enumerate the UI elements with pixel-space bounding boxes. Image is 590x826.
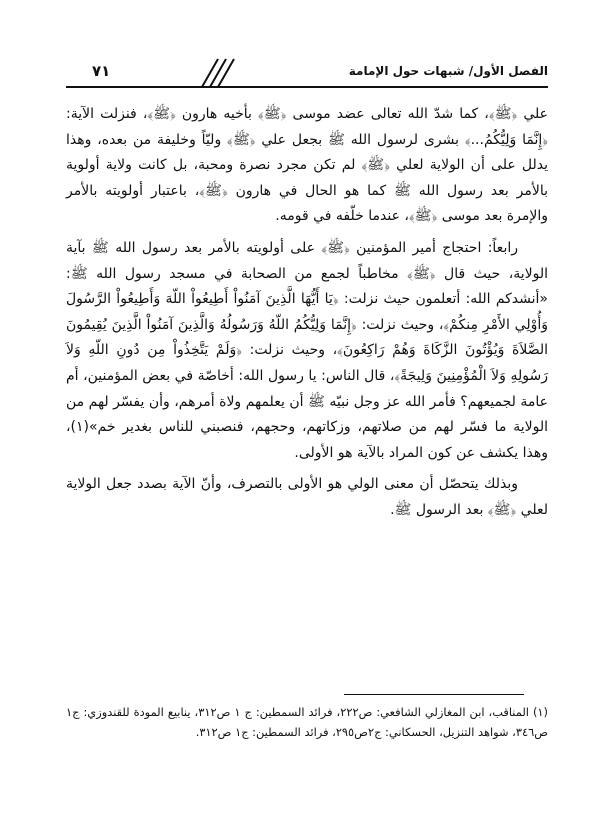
page-header (66, 58, 548, 88)
paragraph-3: وبذلك يتحصّل أن معنى الولي هو الأولى بالتصرف، وأنّ الآية بصدد جعل الولاية لعلي ﴿ﷺ﴾ بعد الرسول ﷺ. (66, 476, 548, 518)
paragraph-2: رابعاً: احتجاج أمير المؤمنين ﴿ﷺ﴾ على أولويته بالأمر بعد رسول الله ﷺ بآية الولاية، حيث قال ﴿ﷺ﴾ مخاطباً لجمع من الصحابة في مسجد رسول الله ﷺ: «أنشدكم الله: أتعلمون حيث نزلت: ﴿يَا أَيُّهَا الَّذِينَ آمَنُواْ أَطِيعُواْ اللّهَ وَأَطِيعُواْ الرَّسُولَ وَأُوْلِي الأَمْرِ مِنكُمْ﴾، وحيث نزلت: ﴿إِنَّمَا وَلِيُّكُمُ اللّهُ وَرَسُولُهُ وَالَّذِينَ آمَنُواْ الَّذِينَ يُقِيمُونَ الصَّلاَةَ وَيُؤْتُونَ الزَّكَاةَ وَهُمْ رَاكِعُونَ﴾، وحيث نزلت: ﴿وَلَمْ يَتَّخِذُواْ مِن دُونِ اللّهِ وَلاَ رَسُولِهِ وَلاَ الْمُؤْمِنِينَ وَلِيجَةً﴾، قال الناس: يا رسول الله: أخاصّة في بعض المؤمنين، أم عامة لجميعهم؟ فأمر الله عز وجل نبيّه ﷺ أن يعلمهم ولاة أمرهم، وأن يفسّر لهم من الولاية ما فسّر لهم من صلاتهم، وزكاتهم، وحجهم، فنصبني للناس بغدير خم»(١)، وهذا يكشف عن كون المراد بالآية هو الأولى. (66, 239, 548, 461)
footnote-text: (١) المناقب، ابن المغازلي الشافعي: ص٢٢٢، فرائد السمطين: ج ١ ص٣١٢، ينابيع المودة للقندوزي: ج١ ص٣٤٦، شواهد التنزيل، الحسكاني: ج٢ص٢٩٥، فرائد السمطين: ج١ ص٣١٢. (66, 705, 548, 739)
main-text (66, 102, 548, 524)
footnote (66, 702, 548, 742)
header-slash-ornament (198, 58, 240, 88)
running-title: الفصل الأول/ شبهات حول الإمامة (348, 64, 548, 78)
page-number: ٧١ (92, 62, 111, 80)
paragraph-1: علي ﴿ﷺ﴾، كما شدّ الله تعالى عضد موسى ﴿ﷺ﴾ بأخيه هارون ﴿ﷺ﴾، فنزلت الآية: ﴿إِنَّمَا وَلِيُّكُمُ...﴾ بشرى لرسول الله ﷺ بجعل علي ﴿ﷺ﴾ وليّاً وخليفة من بعده، وهذا يدلل على أن الولاية لعلي ﴿ﷺ﴾ لم تكن مجرد نصرة ومحبة، بل كانت ولاية أولوية بالأمر بعد رسول الله ﷺ كما هو الحال في هارون ﴿ﷺ﴾، باعتبار أولويته بالأمر والإمرة بعد موسى ﴿ﷺ﴾، عندما خلّفه في قومه. (66, 106, 548, 225)
header-rule (66, 86, 548, 88)
footnote-separator (344, 694, 524, 695)
